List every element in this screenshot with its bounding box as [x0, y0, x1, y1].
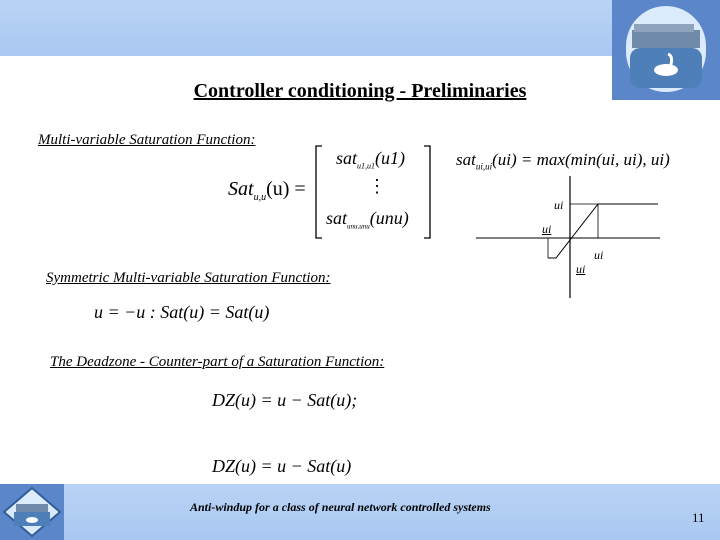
slide-title: Controller conditioning - Preliminaries [193, 80, 527, 102]
symmetric-equation: u = −u : Sat(u) = Sat(u) [94, 302, 270, 322]
plot-label-x-upper: ui [594, 248, 604, 262]
caption-symmetric: Symmetric Multi-variable Saturation Function: [46, 270, 331, 286]
plot-label-lower: ui [542, 222, 552, 236]
deadzone-equation-2: DZ(u) = u − Sat(u) [212, 456, 352, 476]
page-number: 11 [692, 510, 705, 525]
caption-saturation: Multi-variable Saturation Function: [38, 132, 256, 148]
swan-lake-logo-small-icon [0, 484, 64, 540]
footer-logo [0, 484, 64, 540]
plot-label-x-lower: ui [576, 262, 586, 276]
footer-text: Anti-windup for a class of neural network controlled systems [190, 500, 491, 514]
matrix-dots: ⋮ [368, 176, 386, 196]
sat-lhs: Sat$_{u,u}$(u) = [228, 178, 306, 203]
matrix-row-3: sat$_{unu,unu}$(unu) [326, 208, 409, 231]
caption-deadzone: The Deadzone - Counter-part of a Saturation Function: [50, 354, 385, 370]
matrix-row-1: sat$_{u1,u1}$(u1) [336, 148, 406, 171]
plot-label-upper: ui [554, 198, 564, 212]
scalar-sat-equation: sat$_{ui,ui}$(ui) = max(min(ui, ui), ui) [456, 150, 670, 172]
deadzone-equation-1: DZ(u) = u − Sat(u); [212, 390, 358, 410]
